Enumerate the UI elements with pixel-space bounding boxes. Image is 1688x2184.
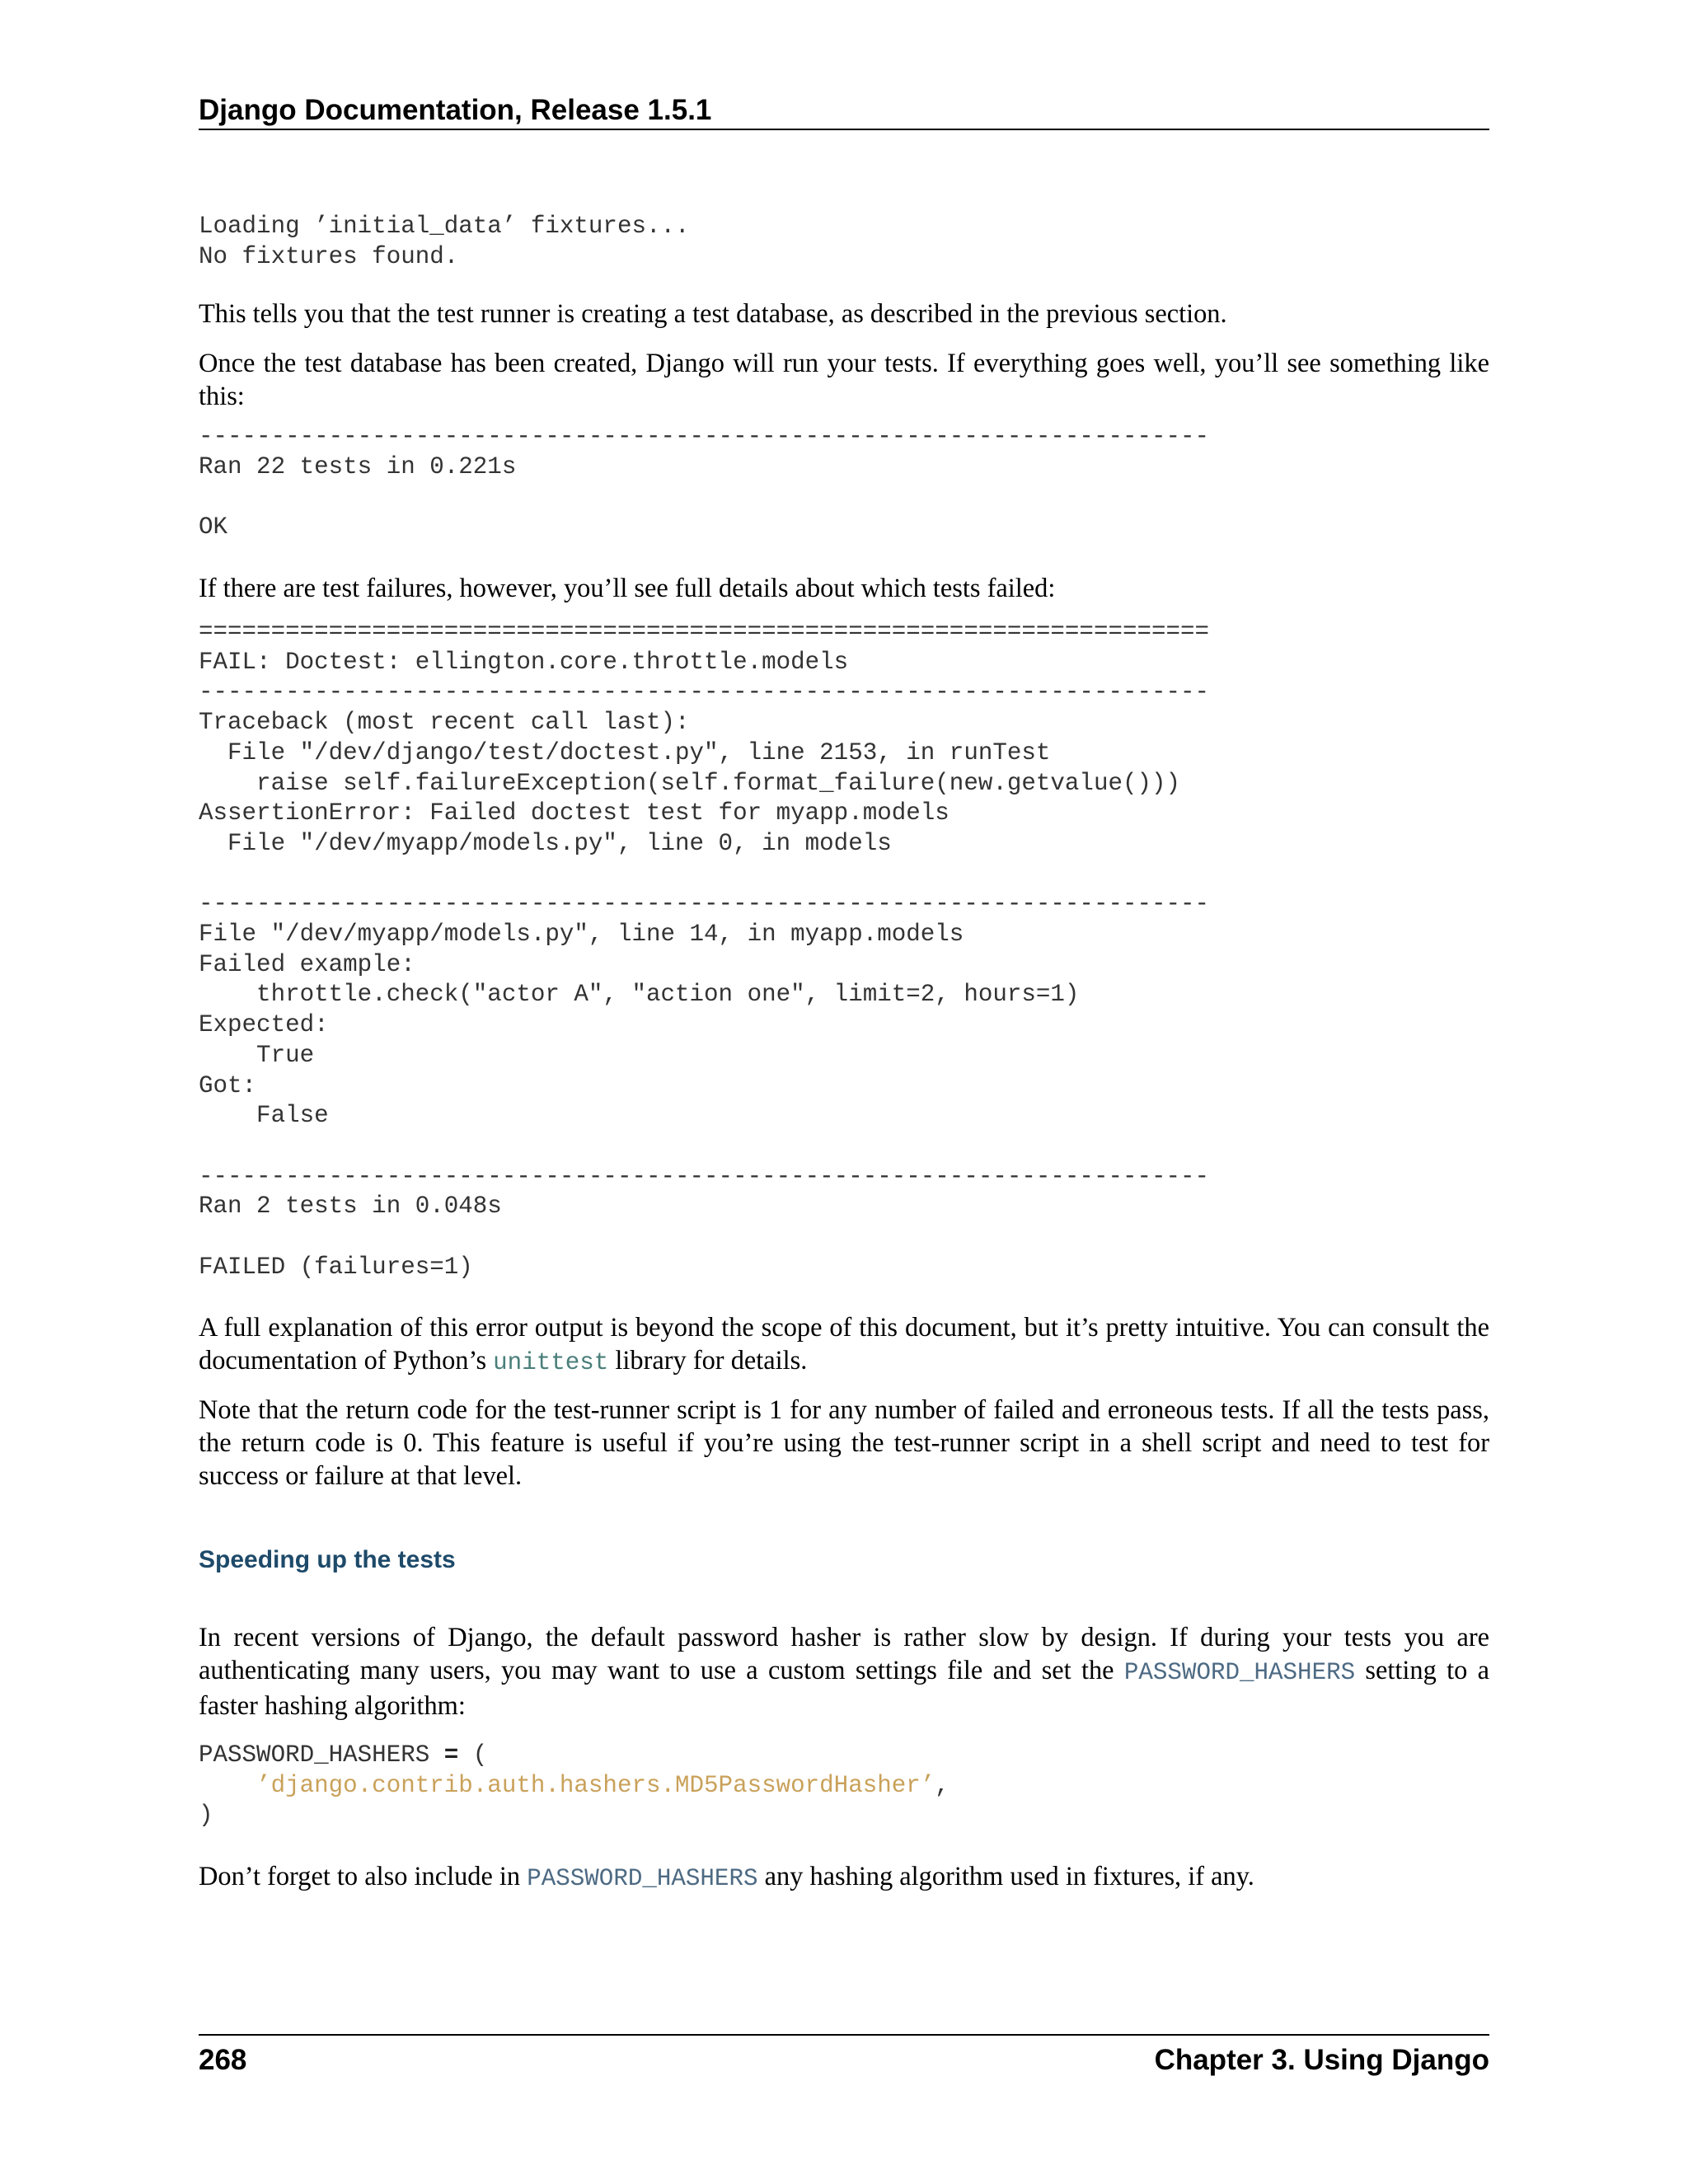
section-heading: Speeding up the tests <box>199 1546 456 1573</box>
code-block-success-output <box>199 422 1489 543</box>
header-title: Django Documentation, Release 1.5.1 <box>199 94 712 126</box>
paragraph-text: Once the test database has been created, Django will run your tests. If everything goes well, you’ll see something like this: <box>199 349 1489 411</box>
password-hashers-link[interactable]: PASSWORD_HASHERS <box>1123 1659 1356 1686</box>
paragraph-return-code <box>199 1394 1489 1493</box>
code-lines: Loading ’initial_data’ fixtures... No fixtures found. <box>199 213 690 270</box>
paragraph-text: This tells you that the test runner is creating a test database, as described in the previous section. <box>199 299 1227 329</box>
paragraph-run-tests <box>199 347 1489 413</box>
paragraph-text: If there are test failures, however, you’ll see full details about which tests failed: <box>199 574 1056 603</box>
paragraph-password-hasher <box>199 1621 1489 1722</box>
code-block-fixtures <box>199 212 1489 272</box>
code-block-failure-output <box>199 617 1489 1282</box>
document-page <box>199 0 1489 2184</box>
paragraph-fixtures-note <box>199 1860 1489 1896</box>
paragraph-error-explanation <box>199 1311 1489 1380</box>
code-lines: ====================================================================== FAIL: Doctest: ellington.core.throttle.models ---------------------------------------------------------------------- Traceback (most recent call last): File "/dev/django/test/doctest.py", line 2153, in runTest raise self.failureException(self.format_failure(new.getvalue())) AssertionError: Failed doctest test for myapp.models File "/dev/myapp/models.py", line 0, in models ---------------------------------------------------------------------- File "/dev/myapp/models.py", line 14, in myapp.models Failed example: throttle.check("actor A", "action one", limit=2, hours=1) Expected: True Got: False ---------------------------------------------------------------------- Ran 2 tests in 0.048s FAILED (failures=1) <box>199 618 1210 1281</box>
text-run: setting to a faster hashing algorithm: <box>199 1656 1490 1721</box>
text-run: Don’t forget to also include in <box>199 1862 528 1891</box>
string-literal: ’django.contrib.auth.hashers.MD5PasswordHasher’ <box>256 1771 935 1799</box>
paragraph-test-failures <box>199 572 1489 605</box>
text-run: A full explanation of this error output is beyond the scope of this document, but it’s pretty intuitive. You can consult the documentation of Python’s <box>199 1313 1489 1376</box>
running-header <box>199 92 1489 130</box>
text-run: any hashing algorithm used in fixtures, if any. <box>757 1862 1254 1891</box>
text-run: In recent versions of Django, the default password hasher is rather slow by design. If during your tests you are authenticating many users, you may want to use a custom settings file and set the <box>199 1623 1489 1685</box>
code-block-settings <box>199 1741 1489 1831</box>
open-paren: ( <box>472 1741 488 1769</box>
chapter-title: Chapter 3. Using Django <box>1154 2044 1489 2076</box>
paragraph-text <box>199 1311 1489 1380</box>
assignment-operator: = <box>443 1741 459 1769</box>
page-number: 268 <box>199 2044 247 2076</box>
setting-name: PASSWORD_HASHERS <box>199 1741 430 1769</box>
paragraph-test-database <box>199 298 1489 330</box>
running-footer <box>199 2034 1489 2079</box>
close-paren: ) <box>199 1802 213 1830</box>
paragraph-text <box>199 1860 1489 1896</box>
text-run: library for details. <box>608 1346 808 1376</box>
comma: , <box>935 1771 950 1799</box>
section-heading-block <box>199 1546 1489 1574</box>
password-hashers-link[interactable]: PASSWORD_HASHERS <box>527 1865 758 1892</box>
paragraph-text <box>199 1621 1489 1722</box>
unittest-link[interactable]: unittest <box>493 1349 609 1376</box>
code-lines <box>199 1741 1489 1831</box>
code-lines: ---------------------------------------------------------------------- Ran 22 tests in 0.221s OK <box>199 423 1210 541</box>
paragraph-text: Note that the return code for the test-runner script is 1 for any number of failed and erroneous tests. If all the tests pass, the return code is 0. This feature is useful if you’re using the test-runner script in a shell script and need to test for success or failure at that level. <box>199 1395 1489 1491</box>
